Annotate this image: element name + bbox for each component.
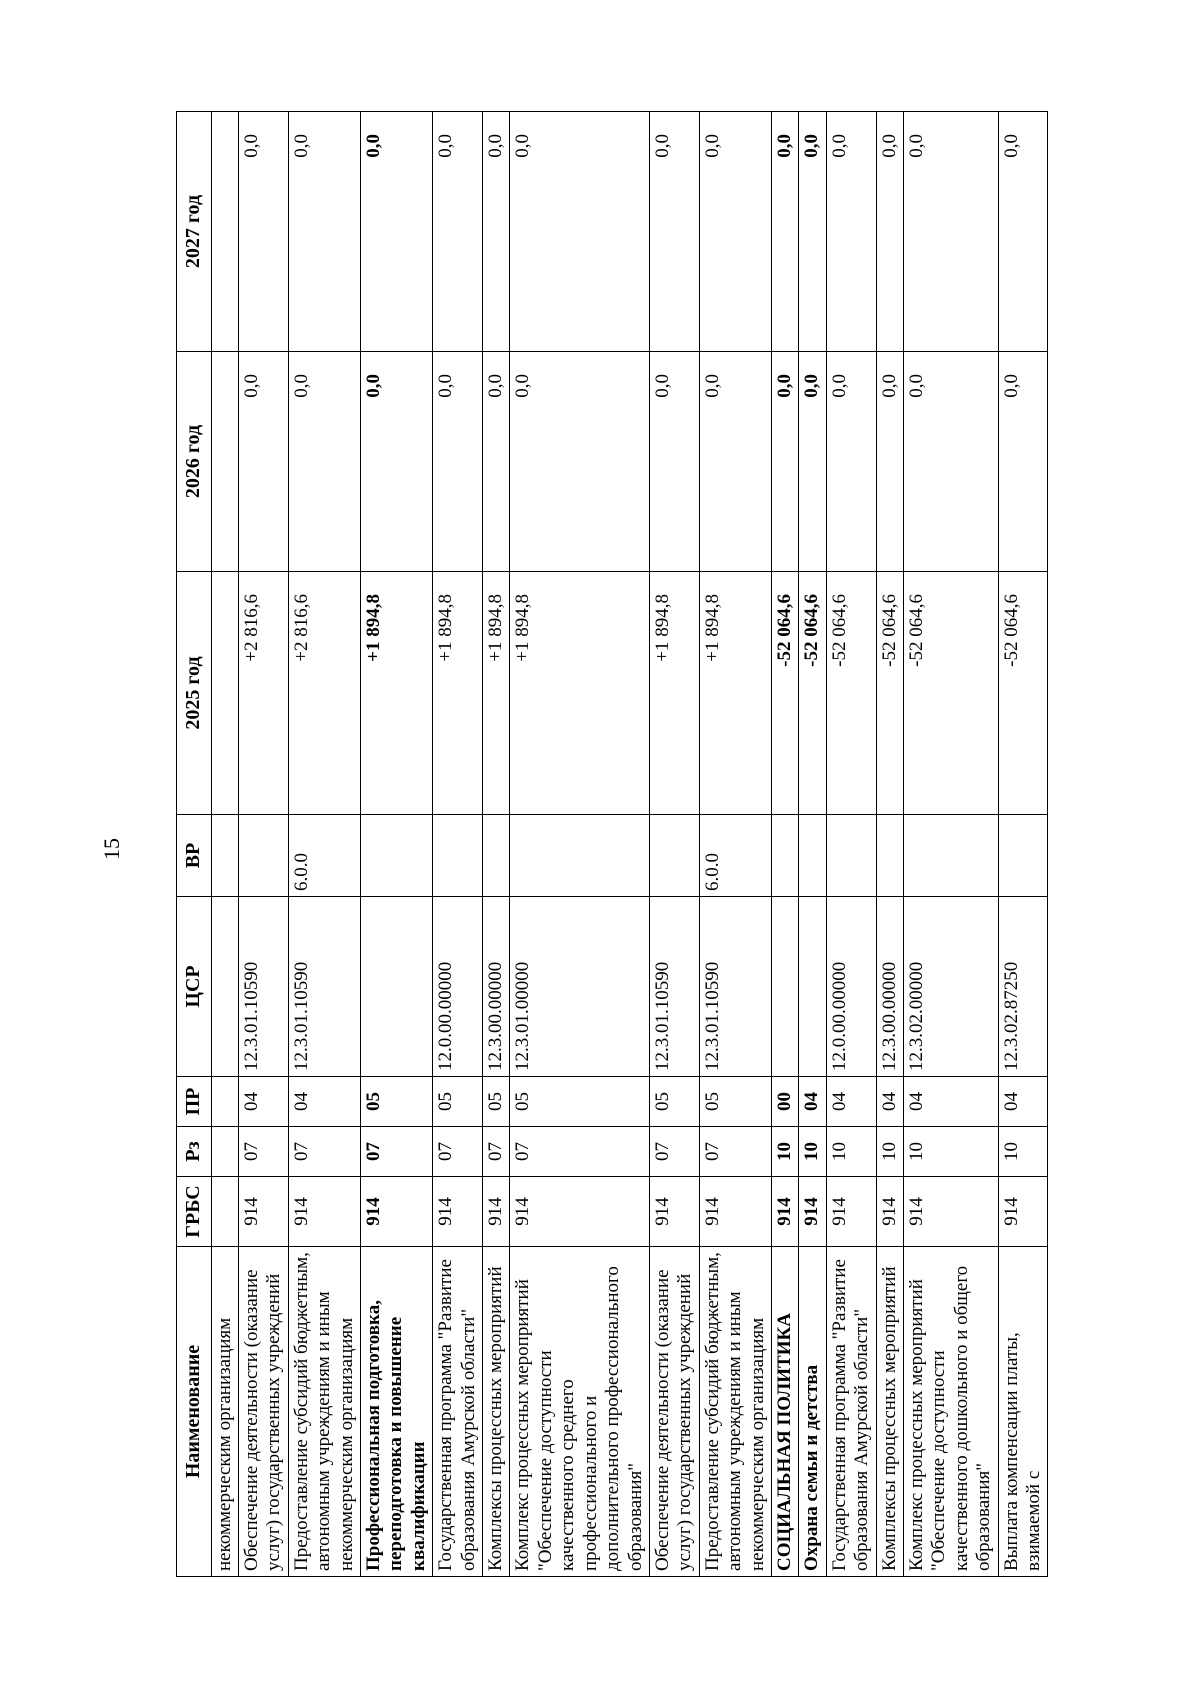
cell-2027: 0,0 xyxy=(998,112,1048,352)
cell-name: Профессиональная подготовка, переподготовка и повышение квалификации xyxy=(361,1247,433,1577)
cell-csr: 12.3.00.00000 xyxy=(483,897,510,1077)
cell-name: Выплата компенсации платы, взимаемой с xyxy=(998,1247,1048,1577)
cell-grbs: 914 xyxy=(876,1177,903,1247)
cell-vr xyxy=(483,815,510,897)
cell-rz: 07 xyxy=(239,1127,289,1177)
cell-rz: 07 xyxy=(699,1127,771,1177)
cell-grbs: 914 xyxy=(826,1177,876,1247)
header-csr: ЦСР xyxy=(177,897,212,1077)
cell-2027: 0,0 xyxy=(510,112,649,352)
cell-vr xyxy=(903,815,998,897)
cell-2026: 0,0 xyxy=(799,352,826,572)
cell-2026 xyxy=(211,352,238,572)
cell-2025 xyxy=(211,572,238,815)
cell-vr xyxy=(876,815,903,897)
cell-grbs: 914 xyxy=(903,1177,998,1247)
table-row xyxy=(483,112,510,1577)
cell-pr: 00 xyxy=(771,1077,798,1127)
cell-grbs: 914 xyxy=(998,1177,1048,1247)
cell-rz: 10 xyxy=(771,1127,798,1177)
cell-vr: 6.0.0 xyxy=(699,815,771,897)
cell-2027: 0,0 xyxy=(699,112,771,352)
cell-2026: 0,0 xyxy=(433,352,483,572)
header-2026: 2026 год xyxy=(177,352,212,572)
cell-name: Комплексы процессных мероприятий xyxy=(483,1247,510,1577)
cell-2025: +1 894,8 xyxy=(483,572,510,815)
cell-rz: 07 xyxy=(510,1127,649,1177)
cell-2026: 0,0 xyxy=(903,352,998,572)
table-row xyxy=(211,112,238,1577)
cell-csr: 12.3.01.10590 xyxy=(288,897,360,1077)
cell-vr xyxy=(239,815,289,897)
cell-csr: 12.3.01.00000 xyxy=(510,897,649,1077)
cell-2027: 0,0 xyxy=(771,112,798,352)
cell-csr: 12.3.02.00000 xyxy=(903,897,998,1077)
cell-grbs: 914 xyxy=(483,1177,510,1247)
budget-table-wrapper xyxy=(176,112,1048,1577)
cell-pr: 04 xyxy=(903,1077,998,1127)
cell-grbs: 914 xyxy=(699,1177,771,1247)
cell-grbs: 914 xyxy=(799,1177,826,1247)
table-row xyxy=(361,112,433,1577)
table-row xyxy=(288,112,360,1577)
cell-pr: 04 xyxy=(826,1077,876,1127)
cell-2027: 0,0 xyxy=(826,112,876,352)
cell-2025: +1 894,8 xyxy=(699,572,771,815)
cell-2026: 0,0 xyxy=(483,352,510,572)
cell-pr: 05 xyxy=(510,1077,649,1127)
cell-name: Предоставление субсидий бюджетным, автономным учреждениям и иным некоммерческим организациям xyxy=(699,1247,771,1577)
cell-pr xyxy=(211,1077,238,1127)
cell-pr: 05 xyxy=(361,1077,433,1127)
cell-2027: 0,0 xyxy=(288,112,360,352)
cell-vr xyxy=(649,815,699,897)
cell-2026: 0,0 xyxy=(510,352,649,572)
cell-2025: +2 816,6 xyxy=(239,572,289,815)
cell-csr: 12.3.00.00000 xyxy=(876,897,903,1077)
table-row xyxy=(433,112,483,1577)
cell-pr: 05 xyxy=(483,1077,510,1127)
table-row xyxy=(649,112,699,1577)
cell-vr xyxy=(826,815,876,897)
cell-rz: 10 xyxy=(998,1127,1048,1177)
cell-2027: 0,0 xyxy=(876,112,903,352)
cell-pr: 04 xyxy=(998,1077,1048,1127)
cell-name: Государственная программа "Развитие образования Амурской области" xyxy=(433,1247,483,1577)
table-row xyxy=(826,112,876,1577)
cell-2025: -52 064,6 xyxy=(998,572,1048,815)
header-name: Наименование xyxy=(177,1247,212,1577)
cell-name: Государственная программа "Развитие образования Амурской области" xyxy=(826,1247,876,1577)
cell-grbs: 914 xyxy=(649,1177,699,1247)
table-row xyxy=(998,112,1048,1577)
cell-2027: 0,0 xyxy=(433,112,483,352)
cell-2025: +2 816,6 xyxy=(288,572,360,815)
cell-grbs: 914 xyxy=(288,1177,360,1247)
cell-csr: 12.3.01.10590 xyxy=(239,897,289,1077)
cell-2026: 0,0 xyxy=(699,352,771,572)
cell-csr: 12.0.00.00000 xyxy=(433,897,483,1077)
cell-grbs: 914 xyxy=(771,1177,798,1247)
cell-2025: +1 894,8 xyxy=(433,572,483,815)
cell-vr xyxy=(510,815,649,897)
cell-2025: +1 894,8 xyxy=(649,572,699,815)
cell-rz: 07 xyxy=(361,1127,433,1177)
cell-vr xyxy=(799,815,826,897)
cell-csr xyxy=(211,897,238,1077)
cell-rz: 07 xyxy=(649,1127,699,1177)
cell-name: Комплексы процессных мероприятий xyxy=(876,1247,903,1577)
cell-rz: 10 xyxy=(903,1127,998,1177)
cell-name: Охрана семьи и детства xyxy=(799,1247,826,1577)
cell-pr: 05 xyxy=(699,1077,771,1127)
cell-rz: 10 xyxy=(876,1127,903,1177)
cell-2027: 0,0 xyxy=(903,112,998,352)
cell-grbs: 914 xyxy=(510,1177,649,1247)
page-number-text: 15 xyxy=(99,837,124,860)
cell-name: Обеспечение деятельности (оказание услуг) государственных учреждений xyxy=(649,1247,699,1577)
cell-rz: 07 xyxy=(483,1127,510,1177)
cell-2025: +1 894,8 xyxy=(361,572,433,815)
table-row xyxy=(799,112,826,1577)
cell-2026: 0,0 xyxy=(876,352,903,572)
cell-vr xyxy=(771,815,798,897)
table-row xyxy=(771,112,798,1577)
cell-2026: 0,0 xyxy=(771,352,798,572)
cell-2026: 0,0 xyxy=(826,352,876,572)
cell-rz: 10 xyxy=(826,1127,876,1177)
cell-2027: 0,0 xyxy=(361,112,433,352)
cell-2027: 0,0 xyxy=(483,112,510,352)
header-2025: 2025 год xyxy=(177,572,212,815)
cell-rz: 07 xyxy=(288,1127,360,1177)
cell-2025: +1 894,8 xyxy=(510,572,649,815)
cell-grbs: 914 xyxy=(433,1177,483,1247)
cell-vr xyxy=(211,815,238,897)
cell-2025: -52 064,6 xyxy=(771,572,798,815)
cell-2027: 0,0 xyxy=(239,112,289,352)
cell-2026: 0,0 xyxy=(998,352,1048,572)
cell-csr xyxy=(799,897,826,1077)
cell-csr: 12.3.01.10590 xyxy=(699,897,771,1077)
budget-table xyxy=(176,111,1048,1577)
cell-rz: 10 xyxy=(799,1127,826,1177)
cell-name: некоммерческим организациям xyxy=(211,1247,238,1577)
cell-pr: 04 xyxy=(288,1077,360,1127)
table-row xyxy=(876,112,903,1577)
cell-pr: 05 xyxy=(433,1077,483,1127)
page-number xyxy=(98,0,126,1697)
cell-name: Комплекс процессных мероприятий "Обеспечение доступности качественного среднего профессионального и дополнительного профессионального образования" xyxy=(510,1247,649,1577)
cell-2025: -52 064,6 xyxy=(903,572,998,815)
cell-vr: 6.0.0 xyxy=(288,815,360,897)
table-row xyxy=(239,112,289,1577)
cell-csr: 12.3.02.87250 xyxy=(998,897,1048,1077)
cell-grbs: 914 xyxy=(239,1177,289,1247)
header-vr: ВР xyxy=(177,815,212,897)
cell-vr xyxy=(433,815,483,897)
cell-rz xyxy=(211,1127,238,1177)
header-pr: ПР xyxy=(177,1077,212,1127)
cell-vr xyxy=(998,815,1048,897)
cell-name: СОЦИАЛЬНАЯ ПОЛИТИКА xyxy=(771,1247,798,1577)
header-2027: 2027 год xyxy=(177,112,212,352)
table-row xyxy=(903,112,998,1577)
cell-name: Предоставление субсидий бюджетным, автономным учреждениям и иным некоммерческим организациям xyxy=(288,1247,360,1577)
cell-csr xyxy=(361,897,433,1077)
cell-vr xyxy=(361,815,433,897)
cell-2026: 0,0 xyxy=(288,352,360,572)
cell-csr: 12.3.01.10590 xyxy=(649,897,699,1077)
cell-2026: 0,0 xyxy=(361,352,433,572)
cell-2027 xyxy=(211,112,238,352)
cell-pr: 04 xyxy=(799,1077,826,1127)
header-rz: Рз xyxy=(177,1127,212,1177)
cell-2025: -52 064,6 xyxy=(876,572,903,815)
table-row xyxy=(699,112,771,1577)
cell-2026: 0,0 xyxy=(649,352,699,572)
cell-pr: 05 xyxy=(649,1077,699,1127)
cell-csr: 12.0.00.00000 xyxy=(826,897,876,1077)
cell-grbs xyxy=(211,1177,238,1247)
cell-csr xyxy=(771,897,798,1077)
table-header-row xyxy=(177,112,212,1577)
cell-rz: 07 xyxy=(433,1127,483,1177)
table-row xyxy=(510,112,649,1577)
cell-pr: 04 xyxy=(239,1077,289,1127)
cell-name: Обеспечение деятельности (оказание услуг) государственных учреждений xyxy=(239,1247,289,1577)
cell-pr: 04 xyxy=(876,1077,903,1127)
cell-2027: 0,0 xyxy=(649,112,699,352)
header-grbs: ГРБС xyxy=(177,1177,212,1247)
cell-2027: 0,0 xyxy=(799,112,826,352)
cell-2025: -52 064,6 xyxy=(826,572,876,815)
cell-2026: 0,0 xyxy=(239,352,289,572)
cell-name: Комплекс процессных мероприятий "Обеспечение доступности качественного дошкольного и общего образования" xyxy=(903,1247,998,1577)
cell-2025: -52 064,6 xyxy=(799,572,826,815)
cell-grbs: 914 xyxy=(361,1177,433,1247)
